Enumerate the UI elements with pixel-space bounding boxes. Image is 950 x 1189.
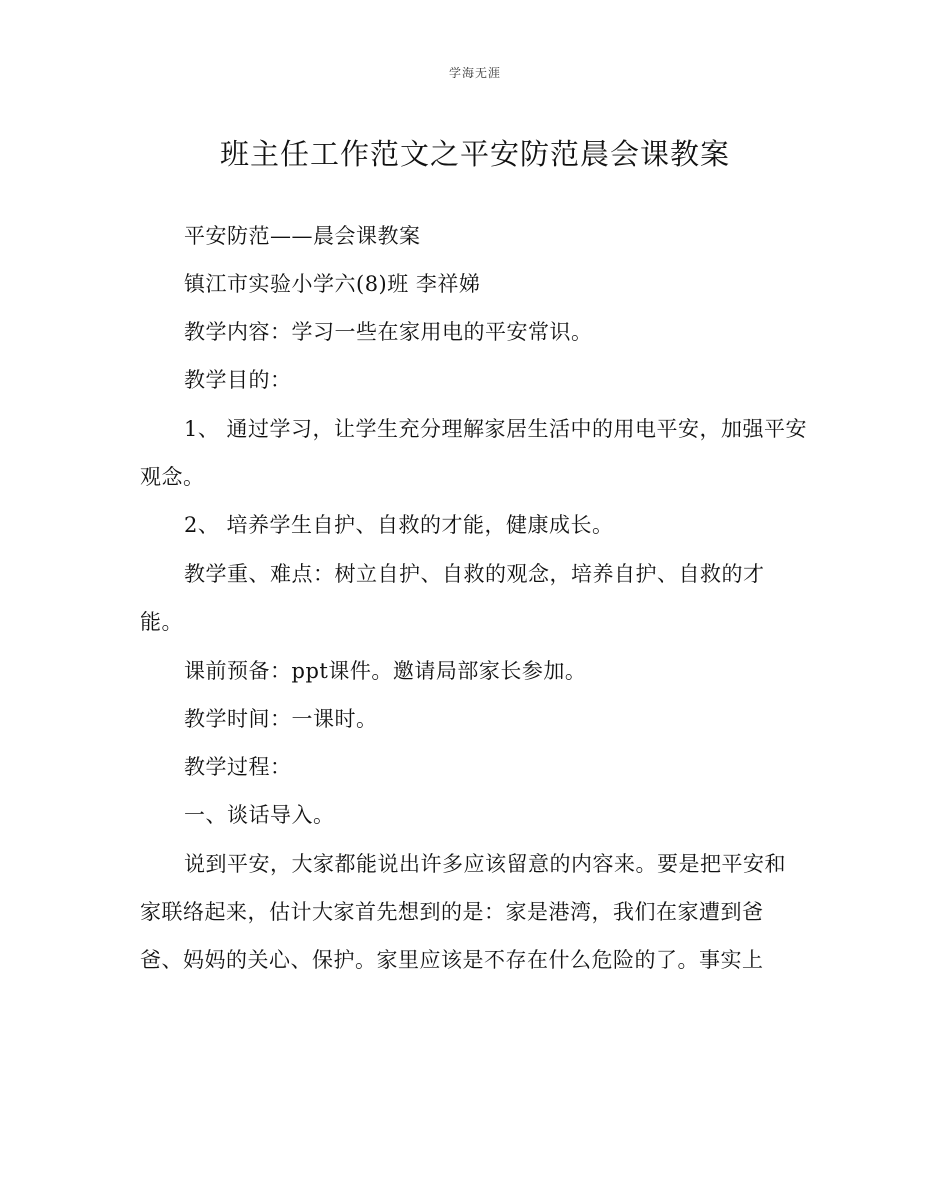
time-line: 教学时间：一课时。 (184, 707, 378, 731)
paragraph-line-1: 说到平安，大家都能说出许多应该留意的内容来。要是把平安和 (184, 852, 786, 876)
preparation-line: 课前预备：ppt课件。邀请局部家长参加。 (184, 659, 587, 683)
content-line: 教学内容：学习一些在家用电的平安常识。 (184, 320, 593, 344)
objective-1-cont: 观念。 (140, 465, 205, 489)
objective-heading: 教学目的： (184, 368, 292, 392)
page-header: 学海无涯 (448, 66, 501, 80)
document-title: 班主任工作范文之平安防范晨会课教案 (219, 137, 730, 171)
key-points-cont: 能。 (140, 610, 183, 634)
paragraph-line-2: 家联络起来，估计大家首先想到的是：家是港湾，我们在家遭到爸 (140, 900, 764, 924)
objective-1: 1、 通过学习，让学生充分理解家居生活中的用电平安，加强平安 (184, 417, 808, 441)
key-points: 教学重、难点：树立自护、自救的观念，培养自护、自救的才 (184, 562, 765, 586)
paragraph-line-3: 爸、妈妈的关心、保护。家里应该是不存在什么危险的了。事实上 (140, 948, 764, 972)
process-heading: 教学过程： (184, 755, 292, 779)
subtitle-line: 平安防范——晨会课教案 (184, 224, 421, 248)
section-1-heading: 一、谈话导入。 (184, 803, 335, 827)
author-line: 镇江市实验小学六(8)班 李祥娣 (184, 272, 481, 296)
objective-2: 2、 培养学生自护、自救的才能，健康成长。 (184, 513, 614, 537)
